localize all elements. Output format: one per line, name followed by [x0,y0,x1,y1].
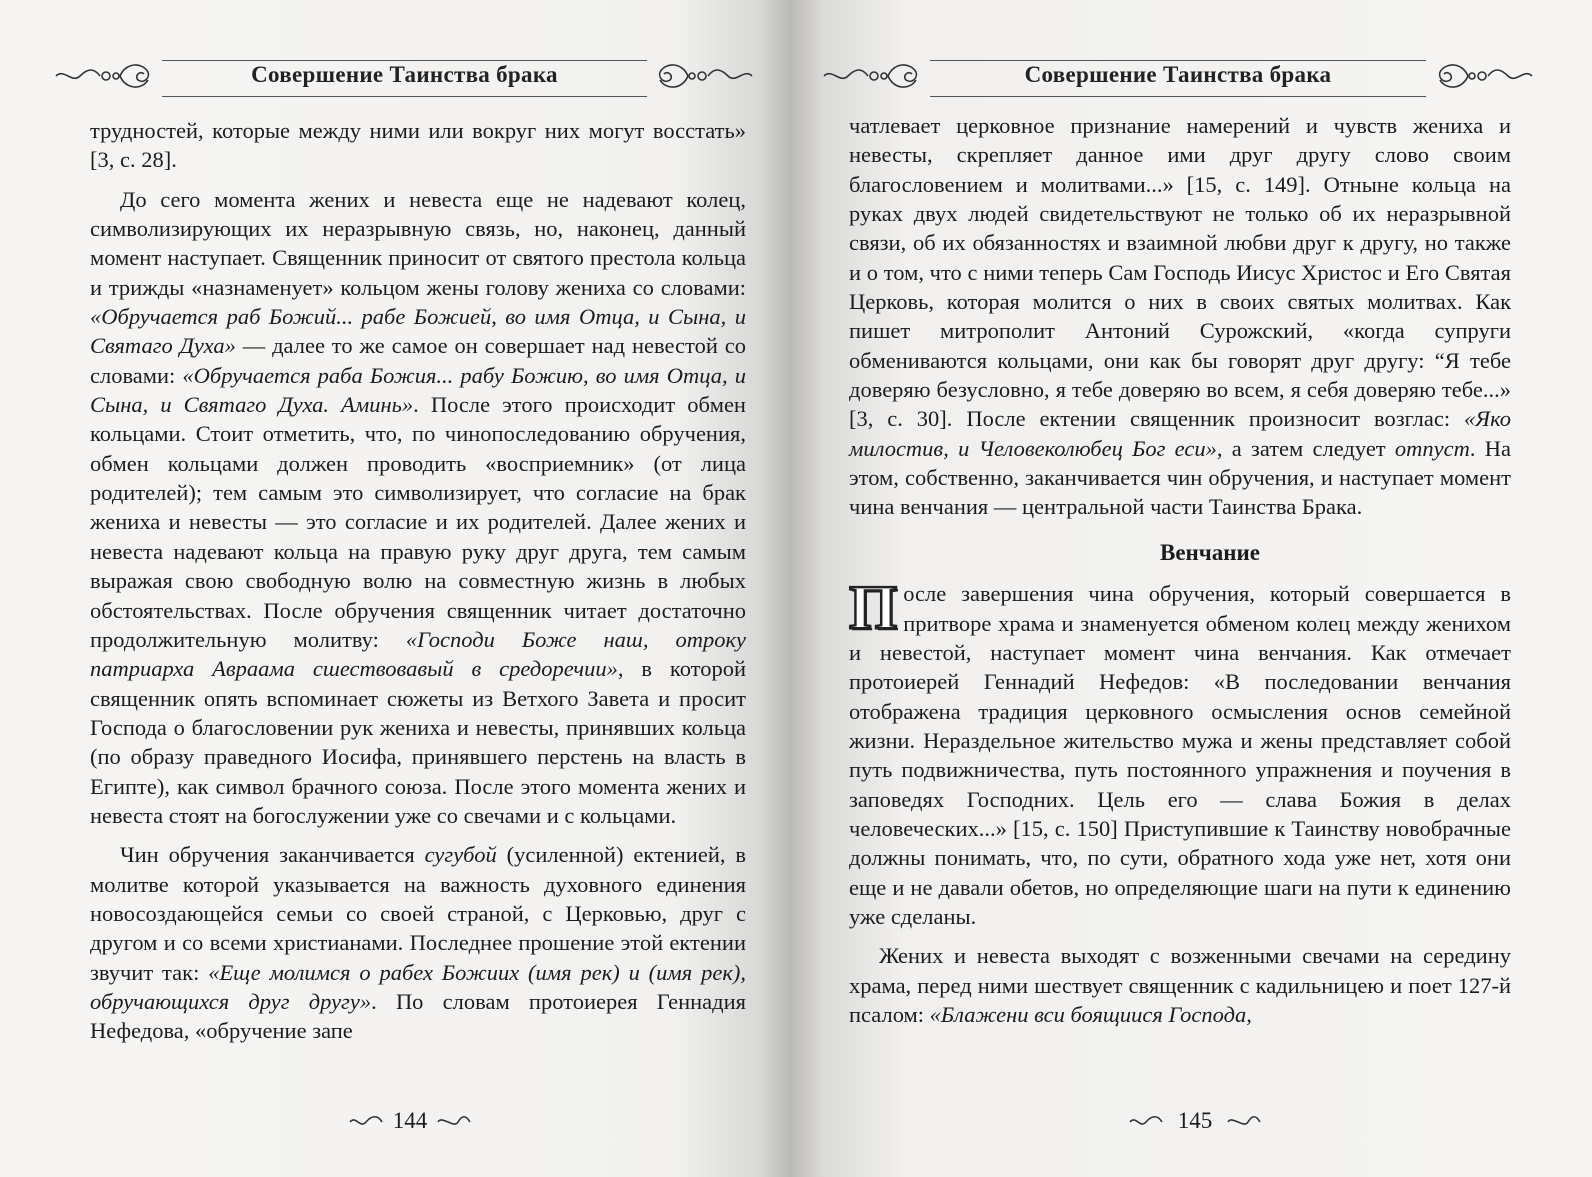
scroll-ornament-icon [54,58,154,94]
page-number: 145 [1177,1108,1213,1133]
right-page [792,0,1592,1177]
left-page [0,0,792,1177]
paragraph: Жених и невеста выходят с возженными свечами на середину храма, перед ними шествует священник с кадильницею и поет 127-й псалом: «Блажени вси боящиися Господа, [849,943,1511,1027]
page-number: 144 [392,1108,428,1133]
flourish-icon [1226,1113,1262,1131]
right-page-number-block [1110,1106,1280,1138]
flourish-icon [436,1113,472,1131]
drop-cap: П [849,574,898,643]
right-body-text [849,111,1511,1029]
paragraph: После завершения чина обручения, который совершается в притворе храма и знаменуется обменом колец между женихом и невестой, наступает момент чина венчания. Как отмечает протоиерей Геннадий Нефедов: «В последовании венчания отображена традиция церковного осмысления основ семейной жизни. Нераздельное жительство мужа и жены представляет собой путь подвижничества, путь постоянного упражнения и поучения в заповедях Господних. Цель его — слава Божия в делах человеческих...» [15, с. 150] Приступившие к Таинству новобрачные должны понимать, что, по сути, обратного хода уже нет, хотя они еще и не давали обетов, но определяющие шаги на пути к единению уже сделаны. [849,574,1511,929]
scroll-ornament-icon [822,58,922,94]
left-page-number-block [330,1106,490,1138]
running-head-title: Совершение Таинства брака [1024,62,1332,87]
section-title: Венчание [1160,539,1260,565]
scroll-ornament-icon [654,58,754,94]
paragraph: Чин обручения заканчивается сугубой (усиленной) ектенией, в молитве которой указывается на важность духовного единения новосоздающейся семьи со своей страной, с Церковью, друг с другом и со всеми христианами. Последнее прошение этой ектении звучит так: «Еще молимся о рабех Божиих (имя рек) и (имя рек), обручающихся друг другу». По словам протоиерея Геннадия Нефедова, «обручение запе [90,842,747,1044]
right-running-head [822,52,1542,102]
paragraph: чатлевает церковное признание намерений и чувств жениха и невесты, скрепляет данное ими друг другу слово своим благословением и молитвами...» [15, с. 149]. Отныне кольца на руках двух людей свидетельствуют не только об их неразрывной связи, об их обязанностях и взаимной любви друг к другу, но также и о том, что с ними теперь Сам Господь Иисус Христос и Его Святая Церковь, которая молится о них в своих святых молитвах. Как пишет митрополит Антоний Сурожский, «когда супруги обмениваются кольцами, они как бы говорят друг другу: “Я тебе доверяю безусловно, я тебе доверяю во всем, я себя доверяю тебе...» [3, с. 30]. После ектении священник произносит возглас: «Яко милостив, и Человеколюбец Бог еси», а затем следует отпуст. На этом, собственно, заканчивается чин обручения, и наступает момент чина венчания — центральной части Таинства Брака. [849,113,1511,520]
left-body-text [90,116,746,1046]
running-head-title: Совершение Таинства брака [251,62,558,87]
left-running-head [54,52,754,102]
paragraph: трудностей, которые между ними или вокруг них могут восстать» [3, с. 28]. [90,118,746,173]
paragraph: До сего момента жених и невеста еще не надевают колец, символизирующих их неразрывную связь, но, наконец, данный момент наступает. Священник приносит от святого престола кольца и трижды «назнаменует» кольцом жены голову жениха со словами: «Обручается раб Божий... рабе Божией, во имя Отца, и Сына, и Святаго Духа» — далее то же самое он совершает над невестой со словами: «Обручается раба Божия... рабу Божию, во имя Отца, и Сына, и Святаго Духа. Аминь». После этого происходит обмен кольцами. Стоит отметить, что, по чинопоследованию обручения, обмен кольцами должен проводить «восприемник» (от лица родителей); тем самым это символизирует, что согласие на брак жениха и невесты — это согласие и их родителей. Далее жених и невеста надевают кольца на правую руку друг друга, тем самым выражая свою свободную волю на совместную жизнь в любых обстоятельствах. После обручения священник читает достаточно продолжительную молитву: «Господи Боже наш, отроку патриарха Авраама сшествовавый в средоречии», в которой священник опять вспоминает сюжеты из Ветхого Завета и просит Господа о благословении рук жениха и невесты, принявших кольца (по образу праведного Иосифа, принявшего перстень на власть в Египте), как символ брачного союза. После этого момента жених и невеста стоят на богослужении уже со свечами и с кольцами. [90,186,747,828]
scroll-ornament-icon [1434,58,1534,94]
